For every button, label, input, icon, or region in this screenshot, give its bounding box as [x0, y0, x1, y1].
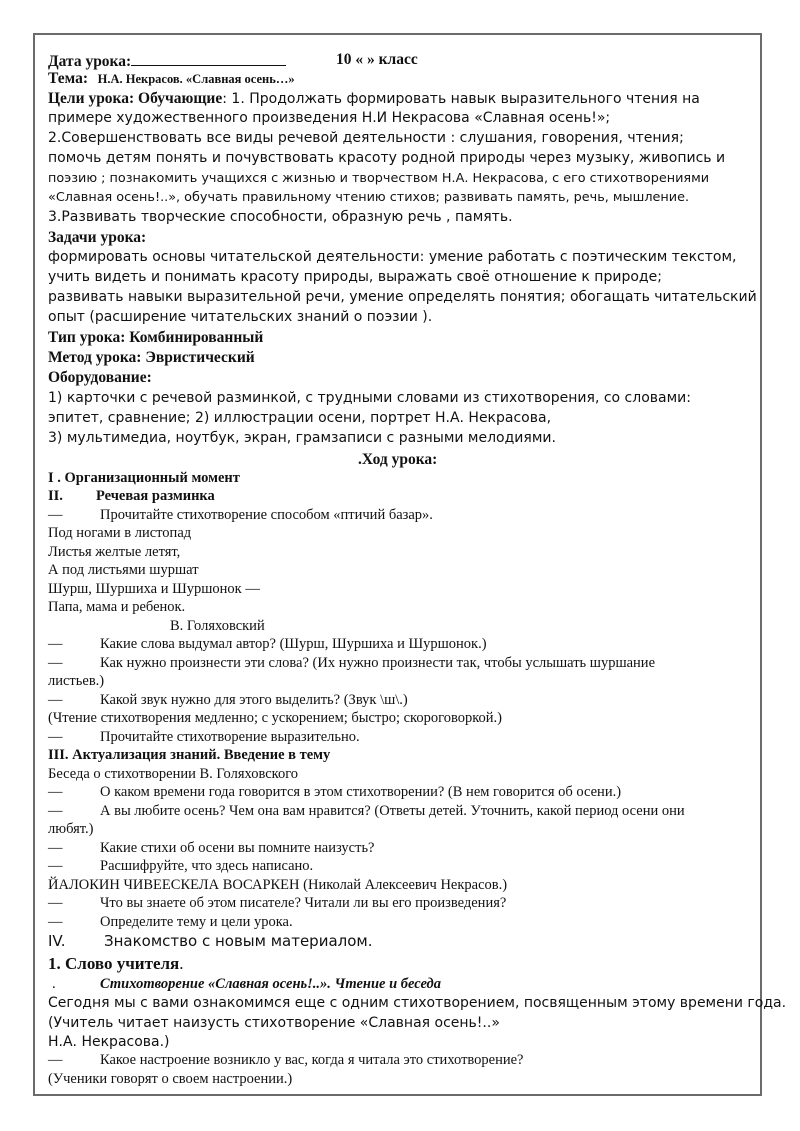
section-4-heading: [48, 932, 373, 950]
dash-icon: —: [48, 1052, 63, 1068]
goals-text-1: : 1. Продолжать формировать навык выразительного чтения на: [222, 91, 700, 107]
section-4-number: IV.: [48, 932, 66, 950]
goals-label: Цели урока: Обучающие: [48, 90, 223, 107]
topic-value: Н.А. Некрасов. «Славная осень…»: [97, 72, 295, 86]
bullet-icon: .: [52, 976, 56, 992]
question-8: — Расшифруйте, что здесь написано.: [48, 858, 314, 874]
equipment-line-1: 1) карточки с речевой разминкой, с трудными словами из стихотворения, со словами:: [48, 390, 691, 406]
question-3: — Какой звук нужно для этого выделить? (Звук \ш\.): [48, 692, 408, 708]
goals-line-7: 3.Развивать творческие способности, образную речь , память.: [48, 209, 513, 225]
goals-line-6: «Славная осень!..», обучать правильному чтению стихов; развивать память, речь, мышление.: [48, 190, 690, 205]
goals-line-2: примере художественного произведения Н.И Некрасова «Славная осень!»;: [48, 110, 611, 126]
teacher-line-3: Н.А. Некрасова.): [48, 1034, 170, 1050]
poem-line-5: Папа, мама и ребенок.: [48, 599, 186, 615]
teacher-line-1: Сегодня мы с вами ознакомимся еще с одним стихотворением, посвященным этому времени года.: [48, 995, 787, 1011]
dash-icon: —: [48, 840, 63, 856]
grade-label: 10 « » класс: [336, 51, 418, 68]
goals-line-5: поэзию ; познакомить учащихся с жизнью и творчеством Н.А. Некрасова, с его стихотворениями: [48, 171, 710, 186]
question-5: — О каком времени года говорится в этом стихотворении? (В нем говорится об осени.): [48, 784, 622, 800]
tasks-line-4: опыт (расширение читательских знаний о поэзии ).: [48, 309, 433, 325]
date-label: Дата урока:: [48, 53, 132, 70]
section-3-heading: III. Актуализация знаний. Введение в тему: [48, 747, 331, 763]
goals-line-3: 2.Совершенствовать все виды речевой деятельности : слушания, говорения, чтения;: [48, 130, 684, 146]
dash-icon: —: [48, 803, 63, 819]
question-6: — А вы любите осень? Чем она вам нравится? (Ответы детей. Уточнить, какой период осени они: [48, 803, 685, 819]
section-2-heading: [48, 488, 215, 505]
poem-line-4: Шурш, Шуршиха и Шуршонок —: [48, 581, 260, 597]
poem-line-1: Под ногами в листопад: [48, 525, 192, 541]
question-2: — Как нужно произнести эти слова? (Их нужно произнести так, чтобы услышать шуршание: [48, 655, 656, 671]
topic-label: Тема:: [48, 70, 88, 87]
poem-reading-title: Стихотворение «Славная осень!..». Чтение и беседа: [100, 976, 441, 992]
question-11: — Какое настроение возникло у вас, когда я читала это стихотворение?: [48, 1052, 524, 1068]
reading-note: (Чтение стихотворения медленно; с ускорением; быстро; скороговоркой.): [48, 710, 502, 726]
date-blank: [131, 51, 286, 66]
conversation-title: Беседа о стихотворении В. Голяховского: [48, 766, 299, 782]
dash-icon: —: [48, 507, 63, 523]
lesson-date-line: [48, 51, 418, 70]
goals-line-4: помочь детям понять и почувствовать красоту родной природы через музыку, живопись и: [48, 150, 726, 166]
teacher-line-2: (Учитель читает наизусть стихотворение «Славная осень!..»: [48, 1015, 500, 1031]
section-4-title: Знакомство с новым материалом.: [104, 932, 373, 950]
question-6-cont: любят.): [48, 821, 94, 837]
poem-line-3: А под листьями шуршат: [48, 562, 199, 578]
equipment-label: Оборудование:: [48, 369, 152, 386]
question-7: — Какие стихи об осени вы помните наизусть?: [48, 840, 375, 856]
dash-icon: —: [48, 729, 63, 745]
question-10: — Определите тему и цели урока.: [48, 914, 293, 930]
dash-icon: —: [48, 692, 63, 708]
topic-line: [48, 70, 295, 88]
poem-reading-heading: [48, 976, 441, 993]
dash-icon: —: [48, 895, 63, 911]
section-2-number: II.: [48, 488, 63, 504]
section-5-heading: 1. Слово учителя.: [48, 954, 184, 973]
lesson-method: Метод урока: Эвристический: [48, 349, 255, 366]
dash-icon: —: [48, 914, 63, 930]
question-4: — Прочитайте стихотворение выразительно.: [48, 729, 360, 745]
students-answer: (Ученики говорят о своем настроении.): [48, 1071, 293, 1087]
lesson-type: Тип урока: Комбинированный: [48, 329, 264, 346]
question-1: — Какие слова выдумал автор? (Шурш, Шуршиха и Шуршонок.): [48, 636, 487, 652]
section-1-heading: I . Организационный момент: [48, 470, 240, 486]
dialog-line-1: [48, 507, 433, 524]
section-5-title: 1. Слово учителя: [48, 954, 180, 973]
question-9: — Что вы знаете об этом писателе? Читали ли вы его произведения?: [48, 895, 507, 911]
tasks-line-2: учить видеть и понимать красоту природы, выражать своё отношение к природе;: [48, 269, 662, 285]
dash-icon: —: [48, 655, 63, 671]
encoded-name: ЙАЛОКИН ЧИВЕЕСКЕЛА ВОСАРКЕН (Николай Алексеевич Некрасов.): [48, 877, 508, 893]
dash-icon: —: [48, 636, 63, 652]
dash-icon: —: [48, 784, 63, 800]
equipment-line-3: 3) мультимедиа, ноутбук, экран, грамзаписи с разными мелодиями.: [48, 430, 556, 446]
tasks-line-1: формировать основы читательской деятельности: умение работать с поэтическим текстом,: [48, 249, 737, 265]
question-2-cont: листьев.): [48, 673, 105, 689]
dialog-text-1: Прочитайте стихотворение способом «птичий базар».: [100, 507, 433, 523]
section-2-title: Речевая разминка: [96, 488, 215, 504]
tasks-line-3: развивать навыки выразительной речи, умение определять понятия; обогащать читательский: [48, 289, 757, 305]
equipment-line-2: эпитет, сравнение; 2) иллюстрации осени, портрет Н.А. Некрасова,: [48, 410, 552, 426]
poem-author: В. Голяховский: [170, 618, 265, 634]
dash-icon: —: [48, 858, 63, 874]
lesson-course-title: .Ход урока:: [358, 451, 438, 468]
goals-line-1: [48, 90, 700, 108]
tasks-label: Задачи урока:: [48, 229, 147, 246]
poem-line-2: Листья желтые летят,: [48, 544, 181, 560]
